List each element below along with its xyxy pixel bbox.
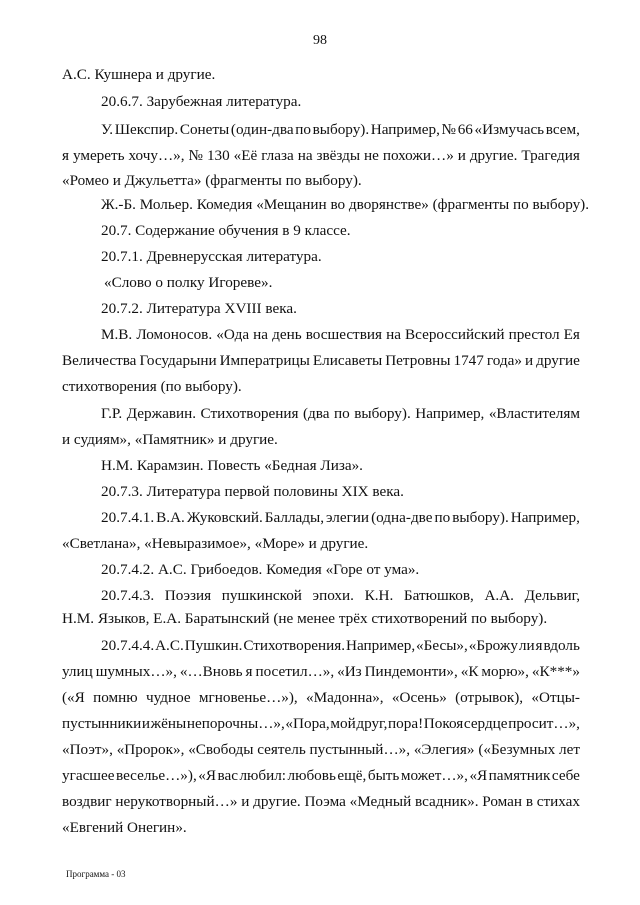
text-line: У. Шекспир. Сонеты (один-два по выбору). Например, № 66 «Измучась всем, xyxy=(101,121,580,138)
text-line: Н.М. Языков, Е.А. Баратынский (не менее трёх стихотворений по выбору). xyxy=(62,610,548,627)
text-line: пустынники и жёны непорочны…», «Пора, мой друг, пора! Покоя сердце просит…», xyxy=(62,715,580,732)
text-line: Н.М. Карамзин. Повесть «Бедная Лиза». xyxy=(101,457,363,474)
text-line: «Светлана», «Невыразимое», «Море» и другие. xyxy=(62,535,369,552)
text-line: и судиям», «Памятник» и другие. xyxy=(62,431,278,448)
text-line: «Евгений Онегин». xyxy=(62,819,187,836)
text-line: М.В. Ломоносов. «Ода на день восшествия на Всероссийский престол Ея xyxy=(101,326,580,343)
text-line: «Поэт», «Пророк», «Свободы сеятель пустынный…», «Элегия» («Безумных лет xyxy=(62,741,580,758)
text-line: 20.7.4.2. А.С. Грибоедов. Комедия «Горе от ума». xyxy=(101,561,420,578)
text-line: 20.7.4.1. В.А. Жуковский. Баллады, элегии (одна-две по выбору). Например, xyxy=(101,509,580,526)
text-line: 20.7.3. Литература первой половины XIX века. xyxy=(101,483,404,500)
page-number: 98 xyxy=(313,33,327,48)
text-line: 20.7.4.4. А.С. Пушкин. Стихотворения. Например, «Бесы», «Брожу ли я вдоль xyxy=(101,637,580,654)
text-line: А.С. Кушнера и другие. xyxy=(62,66,216,83)
text-line: Г.Р. Державин. Стихотворения (два по выбору). Например, «Властителям xyxy=(101,405,580,422)
text-line: 20.6.7. Зарубежная литература. xyxy=(101,93,302,110)
text-line: угасшее веселье…»), «Я вас любил: любовь ещё, быть может…», «Я памятник себе xyxy=(62,767,580,784)
text-line: стихотворения (по выбору). xyxy=(62,378,242,395)
text-line: «Ромео и Джульетта» (фрагменты по выбору). xyxy=(62,172,362,189)
text-line: 20.7.1. Древнерусская литература. xyxy=(101,248,322,265)
footer-label: Программа - 03 xyxy=(66,869,126,879)
text-line: 20.7.4.3. Поэзия пушкинской эпохи. К.Н. Батюшков, А.А. Дельвиг, xyxy=(101,587,580,604)
text-line: 20.7. Содержание обучения в 9 классе. xyxy=(101,222,351,239)
text-line: улиц шумных…», «…Вновь я посетил…», «Из Пиндемонти», «К морю», «К***» xyxy=(62,663,580,680)
text-line: Величества Государыни Императрицы Елисаветы Петровны 1747 года» и другие xyxy=(62,352,580,369)
text-line: («Я помню чудное мгновенье…»), «Мадонна», «Осень» (отрывок), «Отцы- xyxy=(62,689,580,706)
text-line: воздвиг нерукотворный…» и другие. Поэма «Медный всадник». Роман в стихах xyxy=(62,793,580,810)
text-line: Ж.-Б. Мольер. Комедия «Мещанин во дворянстве» (фрагменты по выбору). xyxy=(101,196,590,213)
text-line: 20.7.2. Литература XVIII века. xyxy=(101,300,297,317)
text-line: «Слово о полку Игореве». xyxy=(104,274,273,291)
text-line: я умереть хочу…», № 130 «Её глаза на звёзды не похожи…» и другие. Трагедия xyxy=(62,147,580,164)
